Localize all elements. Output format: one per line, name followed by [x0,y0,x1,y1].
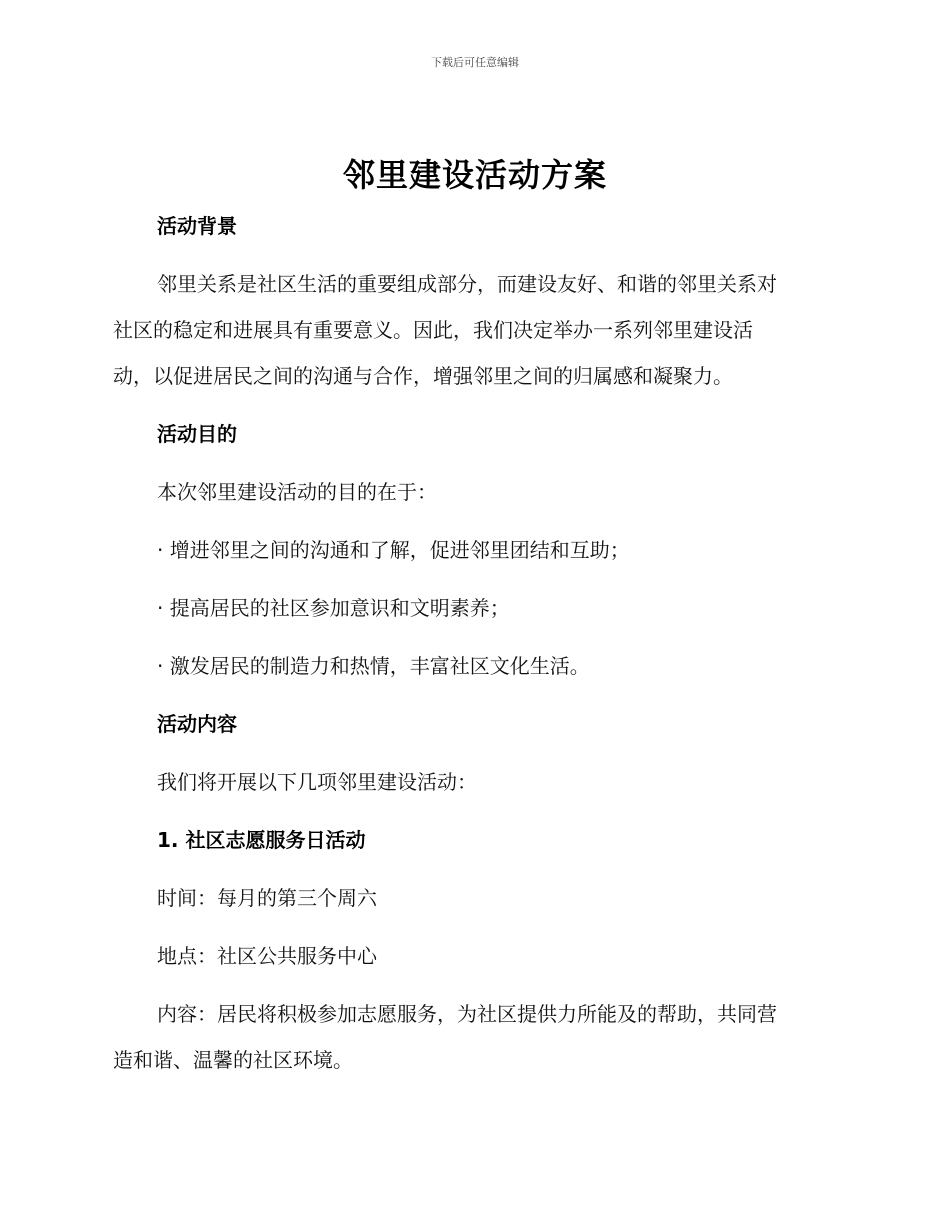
activity-1-desc-line-1: 内容：居民将积极参加志愿服务，为社区提供力所能及的帮助，共同营 [157,1002,777,1026]
activity-1-time: 时间：每月的第三个周六 [157,886,377,910]
background-paragraph [113,261,835,399]
background-line-1: 邻里关系是社区生活的重要组成部分，而建设友好、和谐的邻里关系对 [157,272,777,296]
background-line-3: 动，以促进居民之间的沟通与合作，增强邻里之间的归属感和凝聚力。 [113,364,733,388]
purpose-item-2: · 提高居民的社区参加意识和文明素养； [157,596,510,620]
section-heading-background: 活动背景 [157,214,237,238]
content-intro: 我们将开展以下几项邻里建设活动： [157,770,477,794]
activity-1-description [113,991,835,1083]
activity-1-title: 1. 社区志愿服务日活动 [157,828,366,852]
activity-1-place: 地点：社区公共服务中心 [157,944,377,968]
background-line-2: 社区的稳定和进展具有重要意义。因此，我们决定举办一系列邻里建设活 [113,318,753,342]
purpose-intro: 本次邻里建设活动的目的在于： [157,480,437,504]
section-heading-purpose: 活动目的 [157,422,237,446]
page-title: 邻里建设活动方案 [342,156,607,194]
purpose-item-3: · 激发居民的制造力和热情，丰富社区文化生活。 [157,654,590,678]
activity-1-desc-line-2: 造和谐、温馨的社区环境。 [113,1048,353,1072]
header-note: 下载后可任意编辑 [431,56,519,69]
purpose-item-1: · 增进邻里之间的沟通和了解，促进邻里团结和互助； [157,538,630,562]
document-body [113,203,835,1083]
section-heading-content: 活动内容 [157,712,237,736]
